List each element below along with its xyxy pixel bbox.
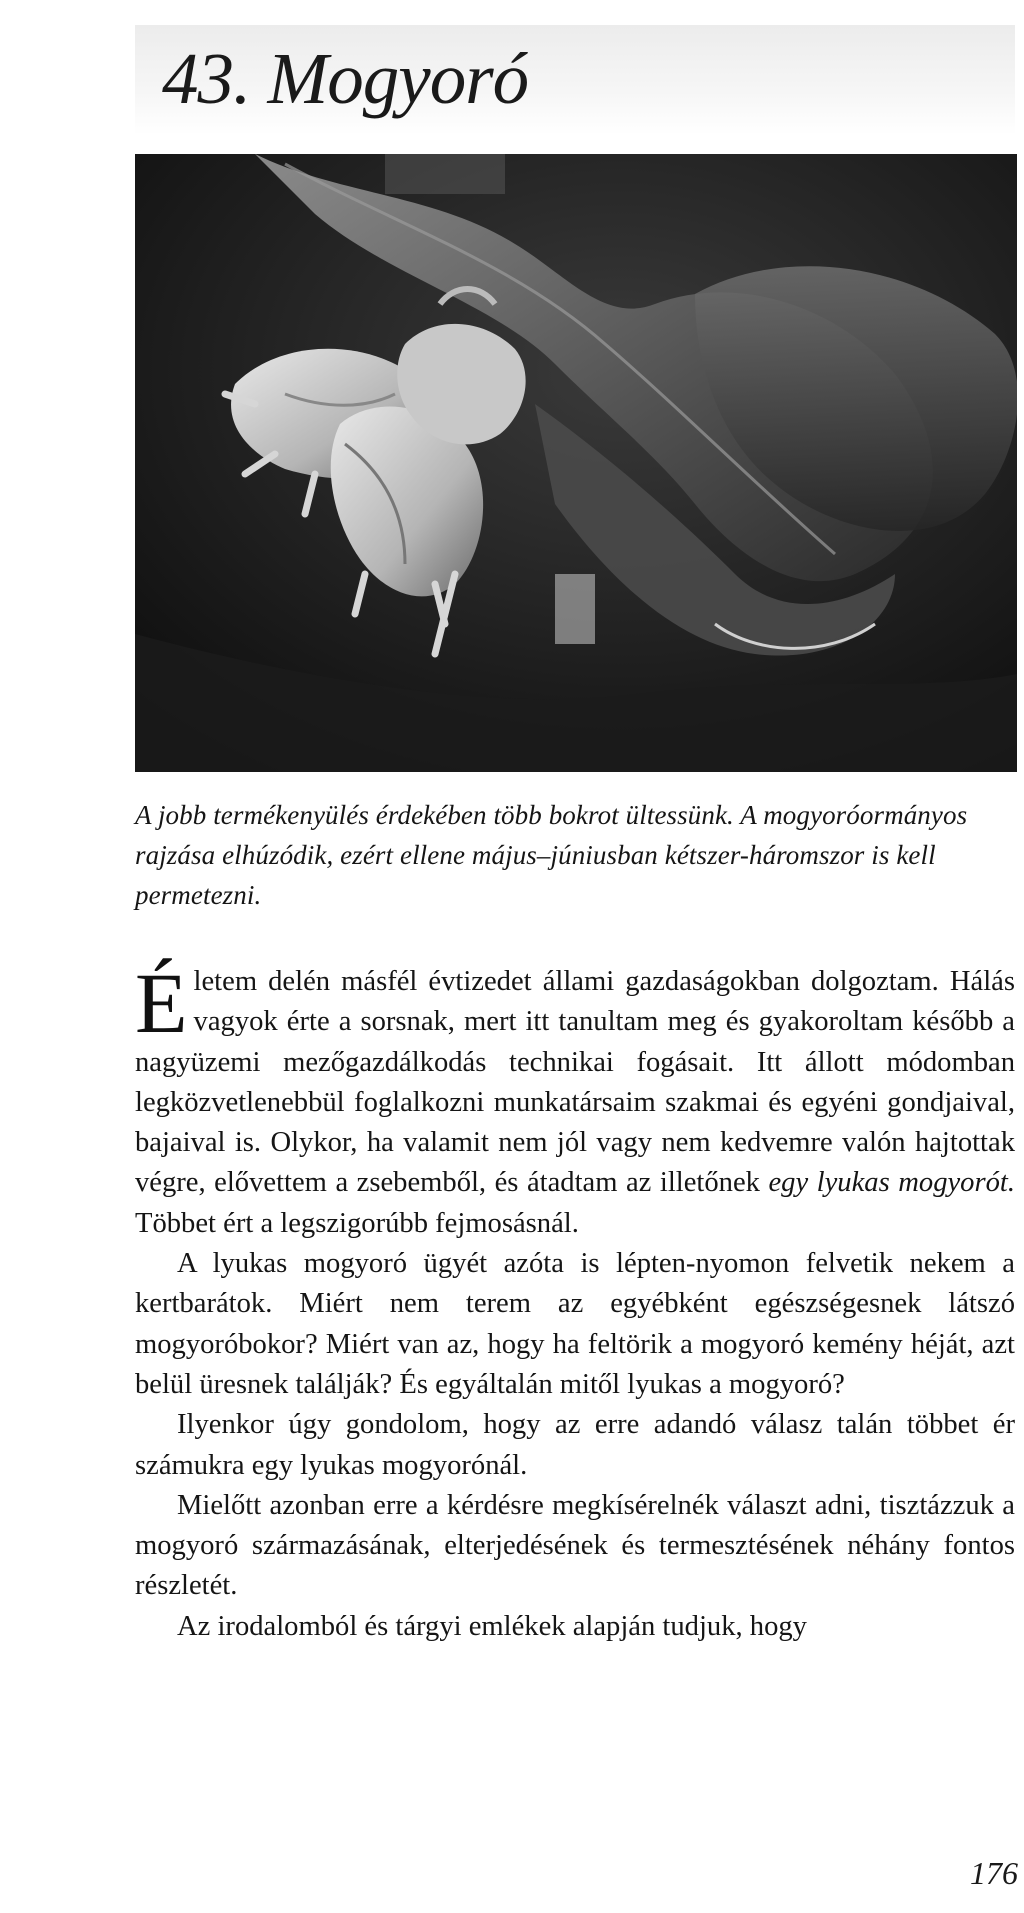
page-number: 176	[970, 1855, 1018, 1891]
paragraph-1-text-end: Többet ért a legszigorúbb fejmosásnál.	[135, 1207, 579, 1239]
photo-caption: A jobb termékenyülés érdekében több bokrot ültessünk. A mogyoróormányos rajzása elhúzódik, ezért ellene május–júniusban kétszer-háromszor is kell permetezni.	[135, 800, 968, 910]
article-body	[135, 955, 1015, 1647]
paragraph-5: Az irodalomból és tárgyi emlékek alapján tudjuk, hogy	[177, 1610, 807, 1642]
page-title: 43. Mogyoró	[162, 38, 529, 119]
paragraph-3: Ilyenkor úgy gondolom, hogy az erre adandó válasz talán többet ér számukra egy lyukas mogyorónál.	[135, 1409, 1015, 1481]
paragraph-4: Mielőtt azonban erre a kérdésre megkísérelnék választ adni, tisztázzuk a mogyoró származásának, elterjedésének és termesztésének néhány fontos részletét.	[135, 1489, 1015, 1602]
drop-cap-letter: É	[135, 955, 188, 1051]
paragraph-2: A lyukas mogyoró ügyét azóta is lépten-nyomon felvetik nekem a kertbarátok. Miért nem terem az egyébként egészségesnek látszó mogyoróbokor? Miért van az, hogy ha feltörik a mogyoró kemény héját, azt belül üresnek találják? És egyáltalán mitől lyukas a mogyoró?	[135, 1248, 1015, 1400]
paragraph-1	[135, 955, 1015, 1244]
hazelnut-photo	[135, 154, 1017, 772]
hazelnut-photo-illustration	[135, 154, 1017, 772]
paragraph-1-italic-phrase: egy lyukas mogyorót.	[768, 1167, 1015, 1199]
paragraph-1-text: letem delén másfél évtizedet állami gazdaságokban dolgoztam. Hálás vagyok érte a sorsnak, mert itt tanultam meg és gyakoroltam később a nagyüzemi mezőgazdálkodás technikai fogásait. Itt állott módomban legközvetlenebbül foglalkozni munkatársaim szakmai és egyéni gondjaival, bajaival is. Olykor, ha valamit nem jól vagy nem kedvemre valón hajtottak végre, elővettem a zsebemből, és átadtam az illetőnek	[135, 966, 1015, 1199]
